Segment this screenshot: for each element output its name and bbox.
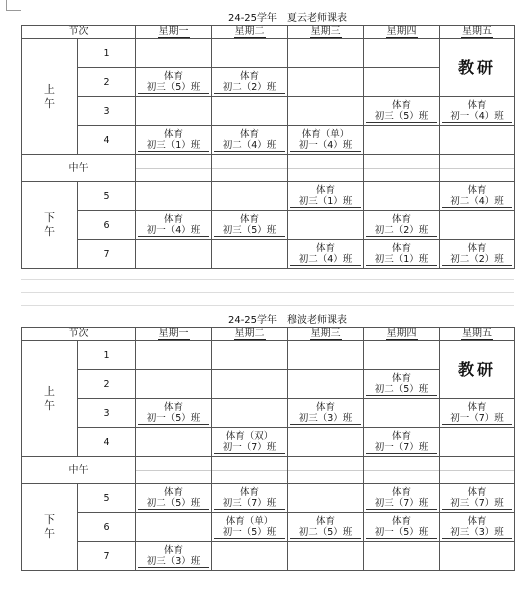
noon-cell: [440, 457, 515, 484]
class-cell: [136, 399, 212, 428]
subject-text: [136, 373, 211, 384]
header-row: [22, 26, 515, 39]
afternoon-label: 下 午: [22, 182, 78, 269]
subject-text: [212, 373, 287, 384]
class-cell: [440, 97, 515, 126]
class-cell: [440, 211, 515, 240]
class-text: [214, 355, 285, 366]
day-header: 星期一: [136, 26, 212, 39]
subject-text: [212, 42, 287, 53]
class-cell: [364, 68, 440, 97]
header-row: [22, 328, 515, 341]
class-text: [366, 196, 437, 207]
class-text: 初一（7）班: [442, 413, 512, 425]
subject-text: [288, 373, 363, 384]
subject-text: 体育: [391, 430, 411, 442]
class-text: 初三（7）班: [442, 498, 512, 510]
subject-text: [136, 243, 211, 254]
subject-text: [136, 185, 211, 196]
period-number: 5: [78, 182, 136, 211]
class-cell: [440, 240, 515, 269]
subject-text: [288, 487, 363, 498]
class-cell: [136, 341, 212, 370]
period-row: [22, 428, 515, 457]
class-cell: [212, 399, 288, 428]
jiaoyan-cell: 教研: [440, 341, 515, 399]
class-text: 初二（5）班: [366, 384, 437, 396]
subject-text: 体育: [239, 213, 259, 225]
class-text: [366, 355, 437, 366]
class-cell: [364, 97, 440, 126]
class-text: 初三（3）班: [138, 556, 209, 568]
class-cell: [288, 240, 364, 269]
subject-text: 体育: [315, 401, 335, 413]
noon-cell: [288, 457, 364, 484]
noon-label: 中午: [22, 155, 136, 182]
jiaoyan-cell: 教研: [440, 39, 515, 97]
class-text: 初三（1）班: [366, 254, 437, 266]
subject-text: [136, 431, 211, 442]
afternoon-label: 下 午: [22, 484, 78, 571]
class-text: 初一（5）班: [138, 413, 209, 425]
class-text: 初一（5）班: [214, 527, 285, 539]
subject-text: 体育: [315, 184, 335, 196]
day-header: 星期五: [440, 328, 515, 341]
subject-text: [136, 100, 211, 111]
class-cell: [212, 513, 288, 542]
class-text: [442, 556, 512, 567]
class-text: 初二（5）班: [290, 527, 361, 539]
period-number: 1: [78, 39, 136, 68]
subject-text: [136, 42, 211, 53]
subject-text: 体育: [163, 213, 183, 225]
noon-cell: [288, 155, 364, 182]
period-row: [22, 182, 515, 211]
period-row: [22, 240, 515, 269]
class-cell: [364, 341, 440, 370]
class-cell: [440, 542, 515, 571]
class-cell: [288, 211, 364, 240]
period-number: 1: [78, 341, 136, 370]
class-text: 初二（4）班: [290, 254, 361, 266]
day-header: 星期一: [136, 328, 212, 341]
noon-row: [22, 457, 515, 484]
subject-text: [364, 402, 439, 413]
class-cell: [364, 542, 440, 571]
class-text: [138, 254, 209, 265]
class-cell: [212, 428, 288, 457]
class-cell: [136, 211, 212, 240]
class-cell: [440, 484, 515, 513]
period-number: 3: [78, 399, 136, 428]
class-text: [290, 82, 361, 93]
period-number: 4: [78, 428, 136, 457]
class-cell: [212, 68, 288, 97]
class-text: 初二（2）班: [442, 254, 512, 266]
class-text: 初三（5）班: [214, 225, 285, 237]
period-row: [22, 484, 515, 513]
period-number: 6: [78, 211, 136, 240]
subject-text: 体育: [391, 213, 411, 225]
period-row: [22, 211, 515, 240]
subject-text: [288, 71, 363, 82]
subject-text: [440, 431, 514, 442]
class-text: [138, 384, 209, 395]
subject-text: [440, 545, 514, 556]
subject-text: [364, 71, 439, 82]
period-number: 2: [78, 68, 136, 97]
day-header: 星期二: [212, 328, 288, 341]
class-text: [366, 556, 437, 567]
day-header: 星期二: [212, 26, 288, 39]
subject-text: [212, 100, 287, 111]
subject-text: 体育（双）: [225, 430, 274, 442]
class-cell: [440, 513, 515, 542]
day-header: 星期五: [440, 26, 515, 39]
subject-text: [212, 545, 287, 556]
class-text: [214, 413, 285, 424]
divider-line: [21, 305, 514, 306]
class-text: 初三（7）班: [366, 498, 437, 510]
noon-cell: [136, 155, 212, 182]
class-text: 初三（3）班: [290, 413, 361, 425]
class-text: [290, 355, 361, 366]
class-cell: [212, 182, 288, 211]
schedule-title: 24-25学年 穆波老师课表: [227, 315, 348, 326]
subject-text: [288, 344, 363, 355]
subject-text: [364, 545, 439, 556]
period-number: 3: [78, 97, 136, 126]
class-cell: [136, 428, 212, 457]
class-text: [442, 225, 512, 236]
subject-text: 体育: [391, 515, 411, 527]
class-cell: [212, 240, 288, 269]
class-cell: [288, 68, 364, 97]
period-row: [22, 126, 515, 155]
subject-text: 体育: [163, 70, 183, 82]
class-cell: [288, 428, 364, 457]
class-cell: [364, 240, 440, 269]
class-cell: [364, 182, 440, 211]
class-text: [290, 225, 361, 236]
class-cell: [364, 211, 440, 240]
class-text: [290, 53, 361, 64]
subject-text: [364, 42, 439, 53]
divider-line: [21, 292, 514, 293]
class-cell: [212, 39, 288, 68]
subject-text: 体育（单）: [225, 515, 274, 527]
class-cell: [288, 399, 364, 428]
subject-text: [136, 516, 211, 527]
subject-text: [288, 545, 363, 556]
subject-text: 体育: [163, 486, 183, 498]
class-cell: [364, 39, 440, 68]
subject-text: 体育: [391, 486, 411, 498]
class-cell: [136, 126, 212, 155]
class-cell: [440, 428, 515, 457]
morning-label: 上 午: [22, 39, 78, 155]
timetable: [21, 25, 515, 269]
class-cell: [288, 542, 364, 571]
class-cell: [288, 484, 364, 513]
class-text: 初三（3）班: [442, 527, 512, 539]
class-cell: [288, 513, 364, 542]
period-row: [22, 399, 515, 428]
subject-text: [212, 402, 287, 413]
period-row: [22, 513, 515, 542]
class-cell: [440, 182, 515, 211]
class-cell: [288, 341, 364, 370]
class-text: [290, 442, 361, 453]
subject-text: 体育: [163, 544, 183, 556]
class-cell: [212, 484, 288, 513]
class-cell: [212, 97, 288, 126]
subject-text: 体育: [467, 242, 487, 254]
class-cell: [212, 370, 288, 399]
class-cell: [136, 370, 212, 399]
subject-text: 体育（单）: [301, 128, 350, 140]
class-text: 初一（7）班: [366, 442, 437, 454]
class-cell: [288, 97, 364, 126]
class-text: [290, 111, 361, 122]
schedule-title: 24-25学年 夏云老师课表: [227, 13, 348, 24]
subject-text: 体育: [315, 242, 335, 254]
class-text: [138, 111, 209, 122]
noon-label: 中午: [22, 457, 136, 484]
divider-line: [21, 279, 514, 280]
subject-text: 体育: [163, 401, 183, 413]
noon-row: [22, 155, 515, 182]
class-cell: [212, 126, 288, 155]
period-header: 节次: [22, 26, 136, 39]
subject-text: 体育: [239, 70, 259, 82]
class-text: 初一（4）班: [138, 225, 209, 237]
class-text: 初三（5）班: [138, 82, 209, 94]
class-text: 初三（1）班: [138, 140, 209, 152]
subject-text: 体育: [391, 372, 411, 384]
day-header: 星期四: [364, 26, 440, 39]
period-number: 5: [78, 484, 136, 513]
subject-text: 体育: [239, 486, 259, 498]
class-text: [214, 556, 285, 567]
class-cell: [288, 39, 364, 68]
subject-text: [212, 185, 287, 196]
subject-text: 体育: [239, 128, 259, 140]
subject-text: [288, 100, 363, 111]
subject-text: 体育: [391, 99, 411, 111]
class-text: [366, 53, 437, 64]
period-number: 7: [78, 240, 136, 269]
period-number: 4: [78, 126, 136, 155]
class-cell: [364, 126, 440, 155]
subject-text: [212, 243, 287, 254]
class-text: [214, 111, 285, 122]
timetable: [21, 327, 515, 571]
class-text: [290, 498, 361, 509]
class-cell: [136, 68, 212, 97]
subject-text: [136, 344, 211, 355]
sheet-corner: [6, 0, 21, 11]
class-text: [442, 442, 512, 453]
class-cell: [440, 399, 515, 428]
class-text: 初一（5）班: [366, 527, 437, 539]
class-text: [214, 384, 285, 395]
subject-text: [212, 344, 287, 355]
class-text: [290, 384, 361, 395]
period-number: 2: [78, 370, 136, 399]
class-cell: [288, 370, 364, 399]
noon-cell: [212, 155, 288, 182]
subject-text: 体育: [467, 99, 487, 111]
class-text: [366, 413, 437, 424]
schedule-mu-bo: [21, 314, 514, 571]
class-text: [214, 53, 285, 64]
class-text: 初三（5）班: [366, 111, 437, 123]
subject-text: 体育: [467, 486, 487, 498]
class-text: [138, 527, 209, 538]
noon-cell: [136, 457, 212, 484]
period-row: [22, 542, 515, 571]
class-cell: [136, 97, 212, 126]
class-cell: [288, 126, 364, 155]
period-row: [22, 97, 515, 126]
noon-cell: [212, 457, 288, 484]
class-text: 初一（7）班: [214, 442, 285, 454]
class-cell: [440, 126, 515, 155]
class-cell: [212, 211, 288, 240]
subject-text: [364, 344, 439, 355]
class-text: [214, 196, 285, 207]
class-cell: [136, 182, 212, 211]
class-text: [442, 140, 512, 151]
class-cell: [364, 484, 440, 513]
period-row: [22, 39, 515, 68]
period-number: 6: [78, 513, 136, 542]
class-text: [138, 196, 209, 207]
morning-label: 上 午: [22, 341, 78, 457]
subject-text: 体育: [467, 401, 487, 413]
day-header: 星期四: [364, 328, 440, 341]
class-cell: [136, 240, 212, 269]
subject-text: [288, 431, 363, 442]
class-text: 初二（5）班: [138, 498, 209, 510]
class-text: 初三（1）班: [290, 196, 361, 208]
class-cell: [364, 399, 440, 428]
subject-text: [364, 129, 439, 140]
class-text: 初三（7）班: [214, 498, 285, 510]
class-text: [138, 53, 209, 64]
class-text: 初二（2）班: [214, 82, 285, 94]
class-cell: [212, 341, 288, 370]
subject-text: [440, 129, 514, 140]
class-cell: [136, 542, 212, 571]
period-number: 7: [78, 542, 136, 571]
day-header: 星期三: [288, 26, 364, 39]
class-text: [366, 140, 437, 151]
subject-text: [288, 214, 363, 225]
class-text: 初二（2）班: [366, 225, 437, 237]
class-text: [366, 82, 437, 93]
subject-text: 体育: [315, 515, 335, 527]
class-text: 初一（4）班: [290, 140, 361, 152]
noon-cell: [364, 457, 440, 484]
class-cell: [136, 39, 212, 68]
day-header: 星期三: [288, 328, 364, 341]
class-cell: [212, 542, 288, 571]
subject-text: 体育: [467, 184, 487, 196]
class-text: 初二（4）班: [442, 196, 512, 208]
subject-text: [288, 42, 363, 53]
subject-text: 体育: [467, 515, 487, 527]
class-text: [138, 355, 209, 366]
period-header: 节次: [22, 328, 136, 341]
class-cell: [364, 513, 440, 542]
class-text: [214, 254, 285, 265]
class-text: [290, 556, 361, 567]
noon-cell: [440, 155, 515, 182]
schedule-xia-yun: [21, 12, 514, 269]
noon-cell: [364, 155, 440, 182]
class-text: [138, 442, 209, 453]
class-cell: [364, 428, 440, 457]
class-cell: [364, 370, 440, 399]
period-row: [22, 341, 515, 370]
class-cell: [136, 484, 212, 513]
class-cell: [288, 182, 364, 211]
subject-text: [364, 185, 439, 196]
class-text: 初一（4）班: [442, 111, 512, 123]
class-text: 初二（4）班: [214, 140, 285, 152]
subject-text: 体育: [163, 128, 183, 140]
subject-text: [440, 214, 514, 225]
subject-text: 体育: [391, 242, 411, 254]
class-cell: [136, 513, 212, 542]
